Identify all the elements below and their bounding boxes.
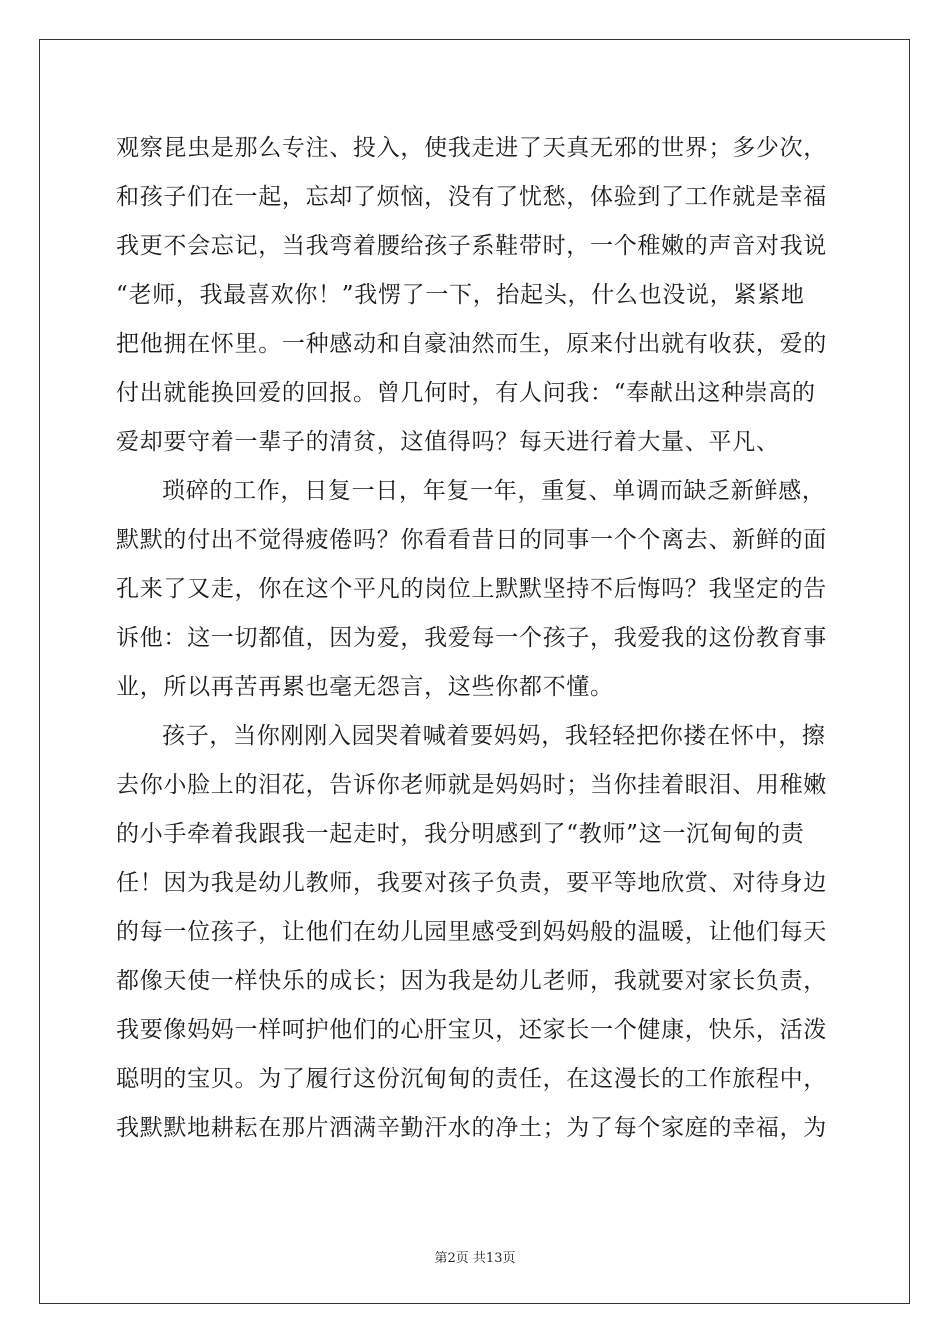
text-line: 付出就能换回爱的回报。曾几何时，有人问我：“奉献出这种崇高的: [116, 380, 816, 406]
text-line: 默默的付出不觉得疲倦吗？你看看昔日的同事一个个离去、新鲜的面: [116, 527, 827, 553]
text-line: 的每一位孩子，让他们在幼儿园里感受到妈妈般的温暖，让他们每天: [116, 919, 827, 945]
text-line: 诉他：这一切都值，因为爱，我爱每一个孩子，我爱我的这份教育事: [116, 625, 827, 651]
text-line: 孩子，当你刚刚入园哭着喊着要妈妈，我轻轻把你搂在怀中，擦: [162, 723, 826, 749]
text-line: 业，所以再苦再累也毫无怨言，这些你都不懂。: [116, 674, 614, 700]
text-line: 的小手牵着我跟我一起走时，我分明感到了“教师”这一沉甸甸的责: [116, 821, 805, 847]
text-line: 去你小脸上的泪花，告诉你老师就是妈妈时；当你挂着眼泪、用稚嫩: [116, 772, 827, 798]
text-line: 都像天使一样快乐的成长；因为我是幼儿老师，我就要对家长负责，: [116, 968, 827, 994]
text-line: “老师，我最喜欢你！”我愣了一下，抬起头，什么也没说，紧紧地: [116, 282, 805, 308]
text-line: 和孩子们在一起，忘却了烦恼，没有了忧愁，体验到了工作就是幸福: [116, 184, 827, 210]
text-line: 观察昆虫是那么专注、投入，使我走进了天真无邪的世界；多少次，: [116, 135, 827, 161]
text-line: 我要像妈妈一样呵护他们的心肝宝贝，还家长一个健康，快乐，活泼: [116, 1017, 827, 1043]
text-line: 任！因为我是幼儿教师，我要对孩子负责，要平等地欣赏、对待身边: [116, 870, 827, 896]
text-line: 我更不会忘记，当我弯着腰给孩子系鞋带时，一个稚嫩的声音对我说: [116, 233, 827, 259]
text-line: 孔来了又走，你在这个平凡的岗位上默默坚持不后悔吗？我坚定的告: [116, 576, 827, 602]
text-line: 聪明的宝贝。为了履行这份沉甸甸的责任，在这漫长的工作旅程中，: [116, 1066, 827, 1092]
document-body: [116, 124, 836, 1153]
page-number-footer: 第2页 共13页: [434, 1251, 516, 1266]
text-line: 爱却要守着一辈子的清贫，这值得吗？每天进行着大量、平凡、: [116, 429, 780, 455]
text-line: 我默默地耕耘在那片洒满辛勤汗水的净土；为了每个家庭的幸福，为: [116, 1115, 827, 1141]
text-line: 把他拥在怀里。一种感动和自豪油然而生，原来付出就有收获，爱的: [116, 331, 827, 357]
text-line: 琐碎的工作，日复一日，年复一年，重复、单调而缺乏新鲜感，: [162, 478, 826, 504]
